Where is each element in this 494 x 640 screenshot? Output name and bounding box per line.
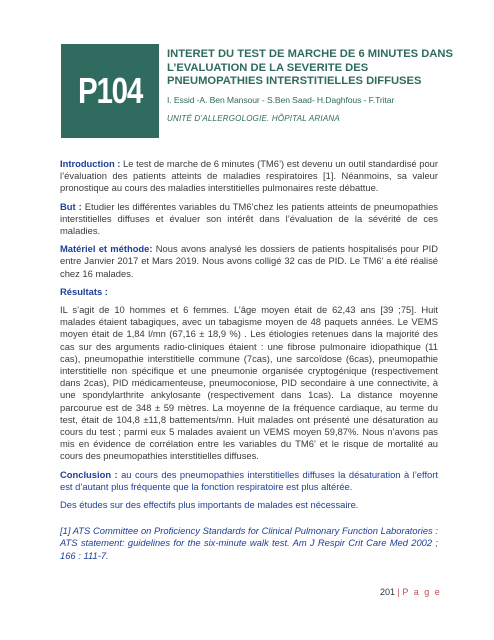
- closing-note: Des études sur des effectifs plus importants de malades est nécessaire.: [60, 499, 359, 511]
- results-paragraph: [60, 286, 438, 463]
- conclusion-text: au cours des pneumopathies interstitielles diffuses la désaturation à l’effort est d’autant plus fréquente que la fonction respiratoire est plus altérée.: [60, 468, 438, 492]
- but-paragraph: [60, 201, 438, 238]
- results-text: IL s’agit de 10 hommes et 6 femmes. L’âge moyen était de 62,43 ans [39 ;75]. Huit malades étaient tabagiques, avec un tabagisme moyen de 48 paquets années. Le VEMS moyen était de 1,84 l/mn (67,16 ± 18,9 %) . Les étiologies retenues dans la majorité des cas sur des arguments radio-cliniques étaient : une fibrose pulmonaire idiopathique (11 cas), pneumopathie interstitielle commune (7cas), une sarcoïdose (6cas), pneumopathie interstitielle non spécifique et une pneumonie organisée cryptogénique (respectivement dans 2cas), PID médicamenteuse, pneumoconiose, PID secondaire à une connectivite, à une spondylarthrite ankylosante (respectivement dans 1cas). La distance moyenne parcourue est de 348 ± 59 mètres. La moyenne de la fréquence cardiaque, au terme du test, était de 104,8 ±11,8 battements/mn. Huit malades ont présenté une désaturation au cours du test ; parmi eux 5 malades avaient un VEMS moyen 59,87%. Nous n’avons pas mis en évidence de corrélation entre les variables du TM6’ et le risque de mortalité au cours des pneumopathies interstitielles diffuses.: [60, 304, 438, 462]
- affiliation: UNITÉ D’ALLERGOLOGIE. HÔPITAL ARIANA: [167, 113, 340, 123]
- title-block: [167, 48, 457, 123]
- conclusion-paragraph: [60, 469, 438, 493]
- poster-id: P104: [77, 70, 143, 111]
- results-label: Résultats :: [60, 285, 108, 297]
- page-number: 201: [380, 587, 396, 597]
- conclusion-label: Conclusion :: [60, 468, 118, 480]
- but-text: Etudier les différentes variables du TM6’chez les patients atteints de pneumopathies interstitielles diffuses et évaluer son intérêt dans l’évaluation de la sévérité de ces maladies.: [60, 200, 438, 237]
- page-title: INTERET DU TEST DE MARCHE DE 6 MINUTES DANS L’EVALUATION DE LA SEVERITE DES PNEUMOPATHIES INTERSTITIELLES DIFFUSES: [167, 48, 453, 87]
- reference: [1] ATS Committee on Proficiency Standards for Clinical Pulmonary Function Laboratories : ATS statement: guidelines for the six-minute walk test. Am J Respir Crit Care Med 2002 ; 166 : 111-7.: [60, 525, 438, 561]
- methods-paragraph: [60, 243, 438, 280]
- page-word: P a g e: [402, 587, 442, 597]
- methods-text: Nous avons analysé les dossiers de patients hospitalisés pour PID entre Janvier 2017 et Mars 2019. Nous avons colligé 32 cas de PID. Le TM6’ a été réalisé chez 16 malades.: [60, 243, 438, 279]
- introduction-text: Le test de marche de 6 minutes (TM6’) est devenu un outil standardisé pour l’évaluation des patients atteints de maladies respiratoires [1]. Néanmoins, sa valeur pronostique au cours des maladies interstitielles pulmonaires reste débattue.: [60, 158, 438, 194]
- introduction-paragraph: [60, 158, 438, 195]
- poster-id-badge: [61, 44, 159, 138]
- abstract-body: [60, 158, 438, 562]
- footer-separator: |: [397, 587, 400, 597]
- introduction-label: Introduction :: [60, 158, 121, 169]
- page-footer: [380, 587, 441, 597]
- methods-label: Matériel et méthode:: [60, 243, 153, 255]
- but-label: But :: [60, 200, 82, 212]
- authors: I. Essid -A. Ben Mansour - S.Ben Saad- H.Daghfous - F.Tritar: [167, 94, 395, 105]
